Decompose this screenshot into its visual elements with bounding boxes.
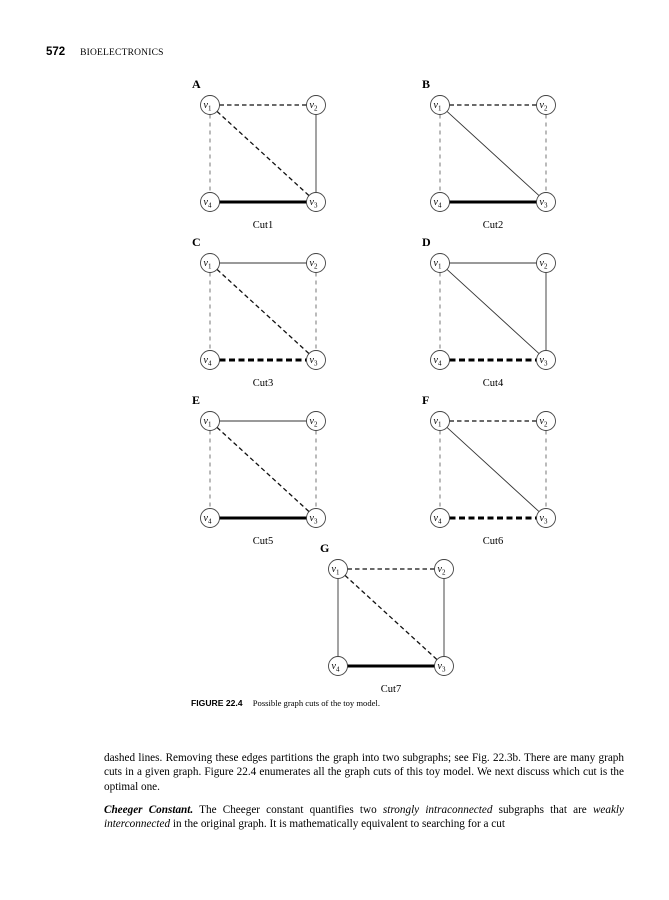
- node-label-v1: $v_1$: [433, 416, 442, 429]
- node-label-v4: $v_4$: [433, 355, 442, 368]
- node-label-v2: $v_2$: [539, 100, 548, 113]
- edge-v1-v3: [447, 111, 539, 195]
- figure-caption-text: Possible graph cuts of the toy model.: [252, 698, 380, 708]
- node-label-v3: $v_3$: [309, 513, 318, 526]
- graph-panel-f: [422, 393, 556, 547]
- node-label-v4: $v_4$: [433, 197, 442, 210]
- node-label-v4: $v_4$: [433, 513, 442, 526]
- node-label-v2: $v_2$: [309, 258, 318, 271]
- node-label-v2: $v_2$: [309, 100, 318, 113]
- node-label-v4: $v_4$: [203, 355, 212, 368]
- node-label-v1: $v_1$: [433, 258, 442, 271]
- cut-label: Cut4: [482, 378, 504, 389]
- node-label-v3: $v_3$: [539, 513, 548, 526]
- graph-panel-a: [192, 77, 326, 231]
- edge-v1-v3: [217, 111, 309, 195]
- panel-letter: E: [192, 393, 201, 407]
- node-label-v2: $v_2$: [309, 416, 318, 429]
- panel-letter: C: [192, 235, 201, 249]
- panel-letter: A: [192, 77, 201, 91]
- node-label-v1: $v_1$: [331, 564, 340, 577]
- node-label-v2: $v_2$: [437, 564, 446, 577]
- edge-v1-v3: [447, 269, 539, 353]
- cut-label: Cut2: [482, 220, 504, 231]
- cut-label: Cut5: [252, 536, 274, 547]
- cut-label: Cut6: [482, 536, 504, 547]
- figure-caption-label: FIGURE 22.4: [191, 698, 243, 708]
- node-label-v3: $v_3$: [309, 355, 318, 368]
- node-label-v4: $v_4$: [203, 197, 212, 210]
- panel-letter: F: [422, 393, 430, 407]
- cut-label: Cut3: [252, 378, 274, 389]
- edge-v1-v3: [447, 427, 539, 511]
- edge-v1-v3: [345, 575, 437, 659]
- body-paragraph-2: Cheeger Constant. The Cheeger constant quantifies two strongly intraconnected subgraphs that are weakly interconnected in the original graph. It is mathematically equivalent to searching for a cut: [104, 804, 624, 831]
- edge-v1-v3: [217, 269, 309, 353]
- graph-panel-b: [422, 77, 556, 231]
- node-label-v3: $v_3$: [539, 197, 548, 210]
- graph-panel-g: [320, 541, 454, 695]
- node-label-v1: $v_1$: [203, 258, 212, 271]
- node-label-v3: $v_3$: [437, 661, 446, 674]
- node-label-v4: $v_4$: [203, 513, 212, 526]
- node-label-v1: $v_1$: [203, 416, 212, 429]
- node-label-v3: $v_3$: [539, 355, 548, 368]
- node-label-v3: $v_3$: [309, 197, 318, 210]
- body-paragraph-1: dashed lines. Removing these edges partitions the graph into two subgraphs; see Fig. 22.3b. There are many graph cuts in a given graph. Figure 22.4 enumerates all the graph cuts of this toy model. We next discuss which cut is the optimal one.: [104, 752, 624, 793]
- figure-caption: [191, 698, 380, 708]
- panel-letter: G: [320, 541, 330, 555]
- node-label-v2: $v_2$: [539, 416, 548, 429]
- graph-panel-d: [422, 235, 556, 389]
- node-label-v1: $v_1$: [203, 100, 212, 113]
- run-in-heading: Cheeger Constant.: [104, 804, 194, 817]
- edge-v1-v3: [217, 427, 309, 511]
- node-label-v1: $v_1$: [433, 100, 442, 113]
- graph-panel-e: [192, 393, 326, 547]
- node-label-v2: $v_2$: [539, 258, 548, 271]
- node-label-v4: $v_4$: [331, 661, 340, 674]
- page-number: 572: [46, 46, 66, 58]
- cut-label: Cut7: [380, 684, 402, 695]
- running-title: BIOELECTRONICS: [80, 48, 164, 58]
- cut-label: Cut1: [252, 220, 274, 231]
- panel-letter: B: [422, 77, 431, 91]
- graph-panel-c: [192, 235, 326, 389]
- panel-letter: D: [422, 235, 431, 249]
